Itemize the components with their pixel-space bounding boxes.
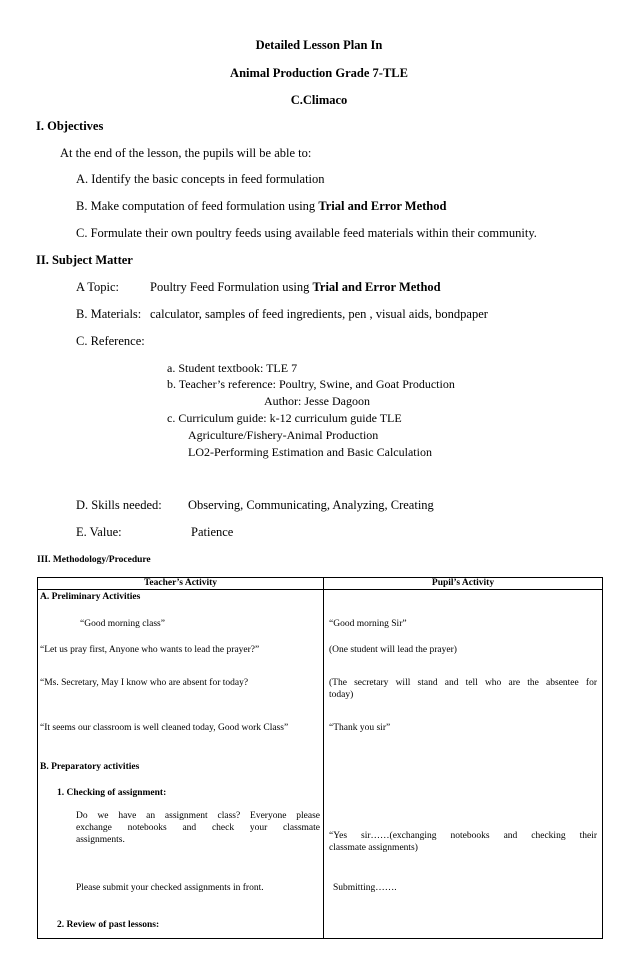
pupil-submitting: Submitting……. [333,883,397,893]
pupil-secretary-line-2: today) [329,690,354,700]
pupil-exchange-line-1: “Yes sir……(exchanging notebooks and checking their [329,831,597,841]
teacher-greet: “Good morning class” [80,619,165,629]
methodology-heading: III. Methodology/Procedure [37,555,151,565]
procedure-table-row [38,590,603,939]
teacher-check-line-1: Do we have an assignment class? Everyone please [76,811,320,821]
reference-label: C. Reference: [76,334,145,348]
topic-value-text: Poultry Feed Formulation using [150,280,313,294]
objective-a [76,172,325,187]
pupil-greet: “Good morning Sir” [329,619,407,629]
reference-c: c. Curriculum guide: k-12 curriculum guide TLE [167,411,402,425]
objectives-heading: I. Objectives [36,119,104,133]
pupil-pray: (One student will lead the prayer) [329,645,457,655]
preparatory-activities-heading: B. Preparatory activities [40,762,140,772]
pupil-thank-you: “Thank you sir” [329,723,391,733]
skills-label: D. Skills needed: [76,498,162,512]
reference-b: b. Teacher’s reference: Poultry, Swine, and Goat Production [167,377,455,391]
procedure-table-header [38,578,603,590]
title-line-1: Detailed Lesson Plan In [255,38,383,52]
objective-c [76,226,537,241]
teacher-submit: Please submit your checked assignments in front. [76,883,264,893]
teacher-pray: “Let us pray first, Anyone who wants to lead the prayer?” [40,645,260,655]
objective-b [76,199,446,214]
value-label: E. Value: [76,525,122,539]
checking-assignment-heading: 1. Checking of assignment: [57,788,167,798]
title-line-2: Animal Production Grade 7-TLE [230,66,408,80]
reference-c-line-3: LO2-Performing Estimation and Basic Calculation [188,445,432,459]
pupil-activity-header: Pupil’s Activity [324,578,603,590]
pupil-secretary-line-1: (The secretary will stand and tell who are the absentee for [329,678,597,688]
reference-c-line-2: Agriculture/Fishery-Animal Production [188,428,379,442]
title-line-3: C.Climaco [290,93,348,107]
pupil-exchange-line-2: classmate assignments) [329,843,418,853]
teacher-clean: “It seems our classroom is well cleaned today, Good work Class” [40,723,289,733]
materials-label: B. Materials: [76,307,142,321]
teacher-activity-cell [38,590,324,939]
review-past-lessons-heading: 2. Review of past lessons: [57,920,160,930]
preliminary-activities-heading: A. Preliminary Activities [40,592,141,602]
skills-value: Observing, Communicating, Analyzing, Creating [188,498,434,512]
topic-value [150,280,441,295]
teacher-check-line-2: exchange notebooks and check your classmate [76,823,320,833]
procedure-table [37,577,603,939]
pupil-activity-cell [324,590,603,939]
objective-b-text: B. Make computation of feed formulation using [76,199,319,213]
subject-matter-heading: II. Subject Matter [36,253,133,267]
topic-label: A Topic: [76,280,119,294]
teacher-check-line-3: assignments. [76,835,125,845]
value-value: Patience [191,525,234,539]
objectives-intro: At the end of the lesson, the pupils will be able to: [60,146,312,160]
reference-b-author: Author: Jesse Dagoon [264,394,370,408]
objective-b-bold: Trial and Error Method [318,199,447,213]
materials-value: calculator, samples of feed ingredients, pen , visual aids, bondpaper [150,307,488,321]
reference-a: a. Student textbook: TLE 7 [167,361,298,375]
teacher-activity-header: Teacher’s Activity [38,578,324,590]
objective-a-text: A. Identify the basic concepts in feed formulation [76,172,325,186]
topic-value-bold: Trial and Error Method [312,280,441,294]
objective-c-text: C. Formulate their own poultry feeds using available feed materials within their community. [76,226,537,240]
teacher-secretary: “Ms. Secretary, May I know who are absent for today? [40,678,249,688]
